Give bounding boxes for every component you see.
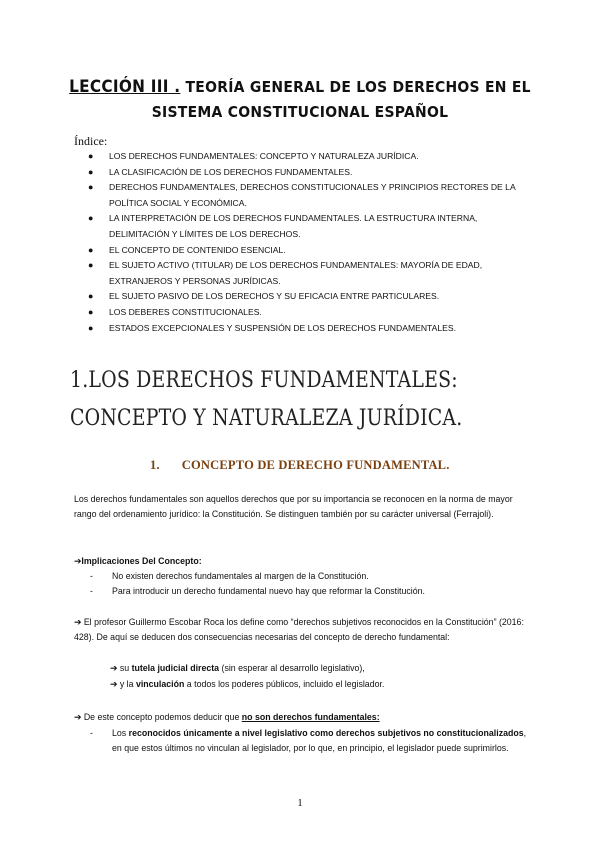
list-item: - Los reconocidos únicamente a nivel legislativo como derechos subjetivos no constitucionalizados, en que estos últimos no vinculan al legislador, por lo que, en principio, el legislador puede suprimirlos. xyxy=(90,728,527,753)
toc-item: ● EL SUJETO PASIVO DE LOS DERECHOS Y SU EFICACIA ENTRE PARTICULARES. xyxy=(88,289,528,305)
table-of-contents xyxy=(88,149,528,336)
bullet-icon: ● xyxy=(88,291,94,302)
list-item: - Para introducir un derecho fundamental nuevo hay que reformar la Constitución. xyxy=(90,585,425,596)
consequences-list xyxy=(110,661,530,692)
page-number: 1 xyxy=(297,797,303,809)
lesson-title-line1: TEORÍA GENERAL DE LOS DERECHOS EN EL xyxy=(180,78,531,96)
toc-item: ● DERECHOS FUNDAMENTALES, DERECHOS CONSTITUCIONALES Y PRINCIPIOS RECTORES DE LA POLÍTICA SOCIAL Y ECONÓMICA. xyxy=(88,182,516,208)
implications-list xyxy=(90,569,530,599)
toc-item: ● LA INTERPRETACIÓN DE LOS DERECHOS FUNDAMENTALES. LA ESTRUCTURA INTERNA, DELIMITACIÓN Y LÍMITES DE LOS DERECHOS. xyxy=(88,213,478,239)
bullet-icon: ● xyxy=(88,151,94,161)
toc-item: ● LA CLASIFICACIÓN DE LOS DERECHOS FUNDAMENTALES. xyxy=(88,165,528,181)
toc-item: ● EL SUJETO ACTIVO (TITULAR) DE LOS DERECHOS FUNDAMENTALES: MAYORÍA DE EDAD, EXTRANJEROS Y PERSONAS JURÍDICAS. xyxy=(88,260,483,286)
lesson-number: LECCIÓN III . xyxy=(69,77,181,97)
toc-item: ● ESTADOS EXCEPCIONALES Y SUSPENSIÓN DE LOS DERECHOS FUNDAMENTALES. xyxy=(88,321,528,337)
bullet-icon: ● xyxy=(88,182,94,193)
lesson-title-line2: SISTEMA CONSTITUCIONAL ESPAÑOL xyxy=(151,103,449,121)
section-heading xyxy=(150,458,450,473)
arrow-icon: ➔ xyxy=(74,712,82,722)
toc-item: ● EL CONCEPTO DE CONTENIDO ESENCIAL. xyxy=(88,243,528,259)
arrow-icon: ➔ xyxy=(110,663,118,673)
section-title-text: CONCEPTO DE DERECHO FUNDAMENTAL. xyxy=(181,458,450,472)
bullet-icon: ● xyxy=(88,166,94,177)
toc-item: ● LOS DERECHOS FUNDAMENTALES: CONCEPTO Y NATURALEZA JURÍDICA. xyxy=(88,149,528,165)
implications-heading: ➔Implicaciones Del Concepto: xyxy=(74,556,202,566)
bullet-icon: ● xyxy=(88,306,94,317)
arrow-icon: ➔ xyxy=(74,617,82,627)
escobar-paragraph: ➔ El profesor Guillermo Escobar Roca los define como “derechos subjetivos reconocidos en la Constitución” (2016: 428). De aquí se deducen dos consecuencias necesarias del concepto de derecho fundamental: xyxy=(74,617,524,642)
list-item: - No existen derechos fundamentales al margen de la Constitución. xyxy=(90,571,369,581)
lesson-title xyxy=(66,75,534,125)
bullet-icon: ● xyxy=(88,322,94,333)
not-fundamental-list xyxy=(90,726,530,756)
chapter-heading: 1.LOS DERECHOS FUNDAMENTALES: CONCEPTO Y NATURALEZA JURÍDICA. xyxy=(70,368,463,431)
toc-item: ● LOS DEBERES CONSTITUCIONALES. xyxy=(88,305,528,321)
arrow-icon: ➔ xyxy=(110,678,118,689)
index-label: Índice: xyxy=(74,134,108,148)
intro-paragraph: Los derechos fundamentales son aquellos derechos que por su importancia se reconocen en la norma de mayor rango del ordenamiento jurídico: la Constitución. Se distinguen también por su carácter universal (Ferrajoli). xyxy=(74,494,513,519)
arrow-icon: ➔ xyxy=(74,556,82,566)
list-item: ➔ su tutela judicial directa (sin esperar al desarrollo legislativo), xyxy=(110,663,365,673)
not-fundamental-heading: ➔ De este concepto podemos deducir que no son derechos fundamentales: xyxy=(74,712,380,722)
bullet-icon: ● xyxy=(88,260,94,271)
bullet-icon: ● xyxy=(88,213,94,224)
list-item: ➔ y la vinculación a todos los poderes públicos, incluido el legislador. xyxy=(110,678,385,689)
bullet-icon: ● xyxy=(88,244,94,255)
section-number: 1. xyxy=(150,458,160,472)
